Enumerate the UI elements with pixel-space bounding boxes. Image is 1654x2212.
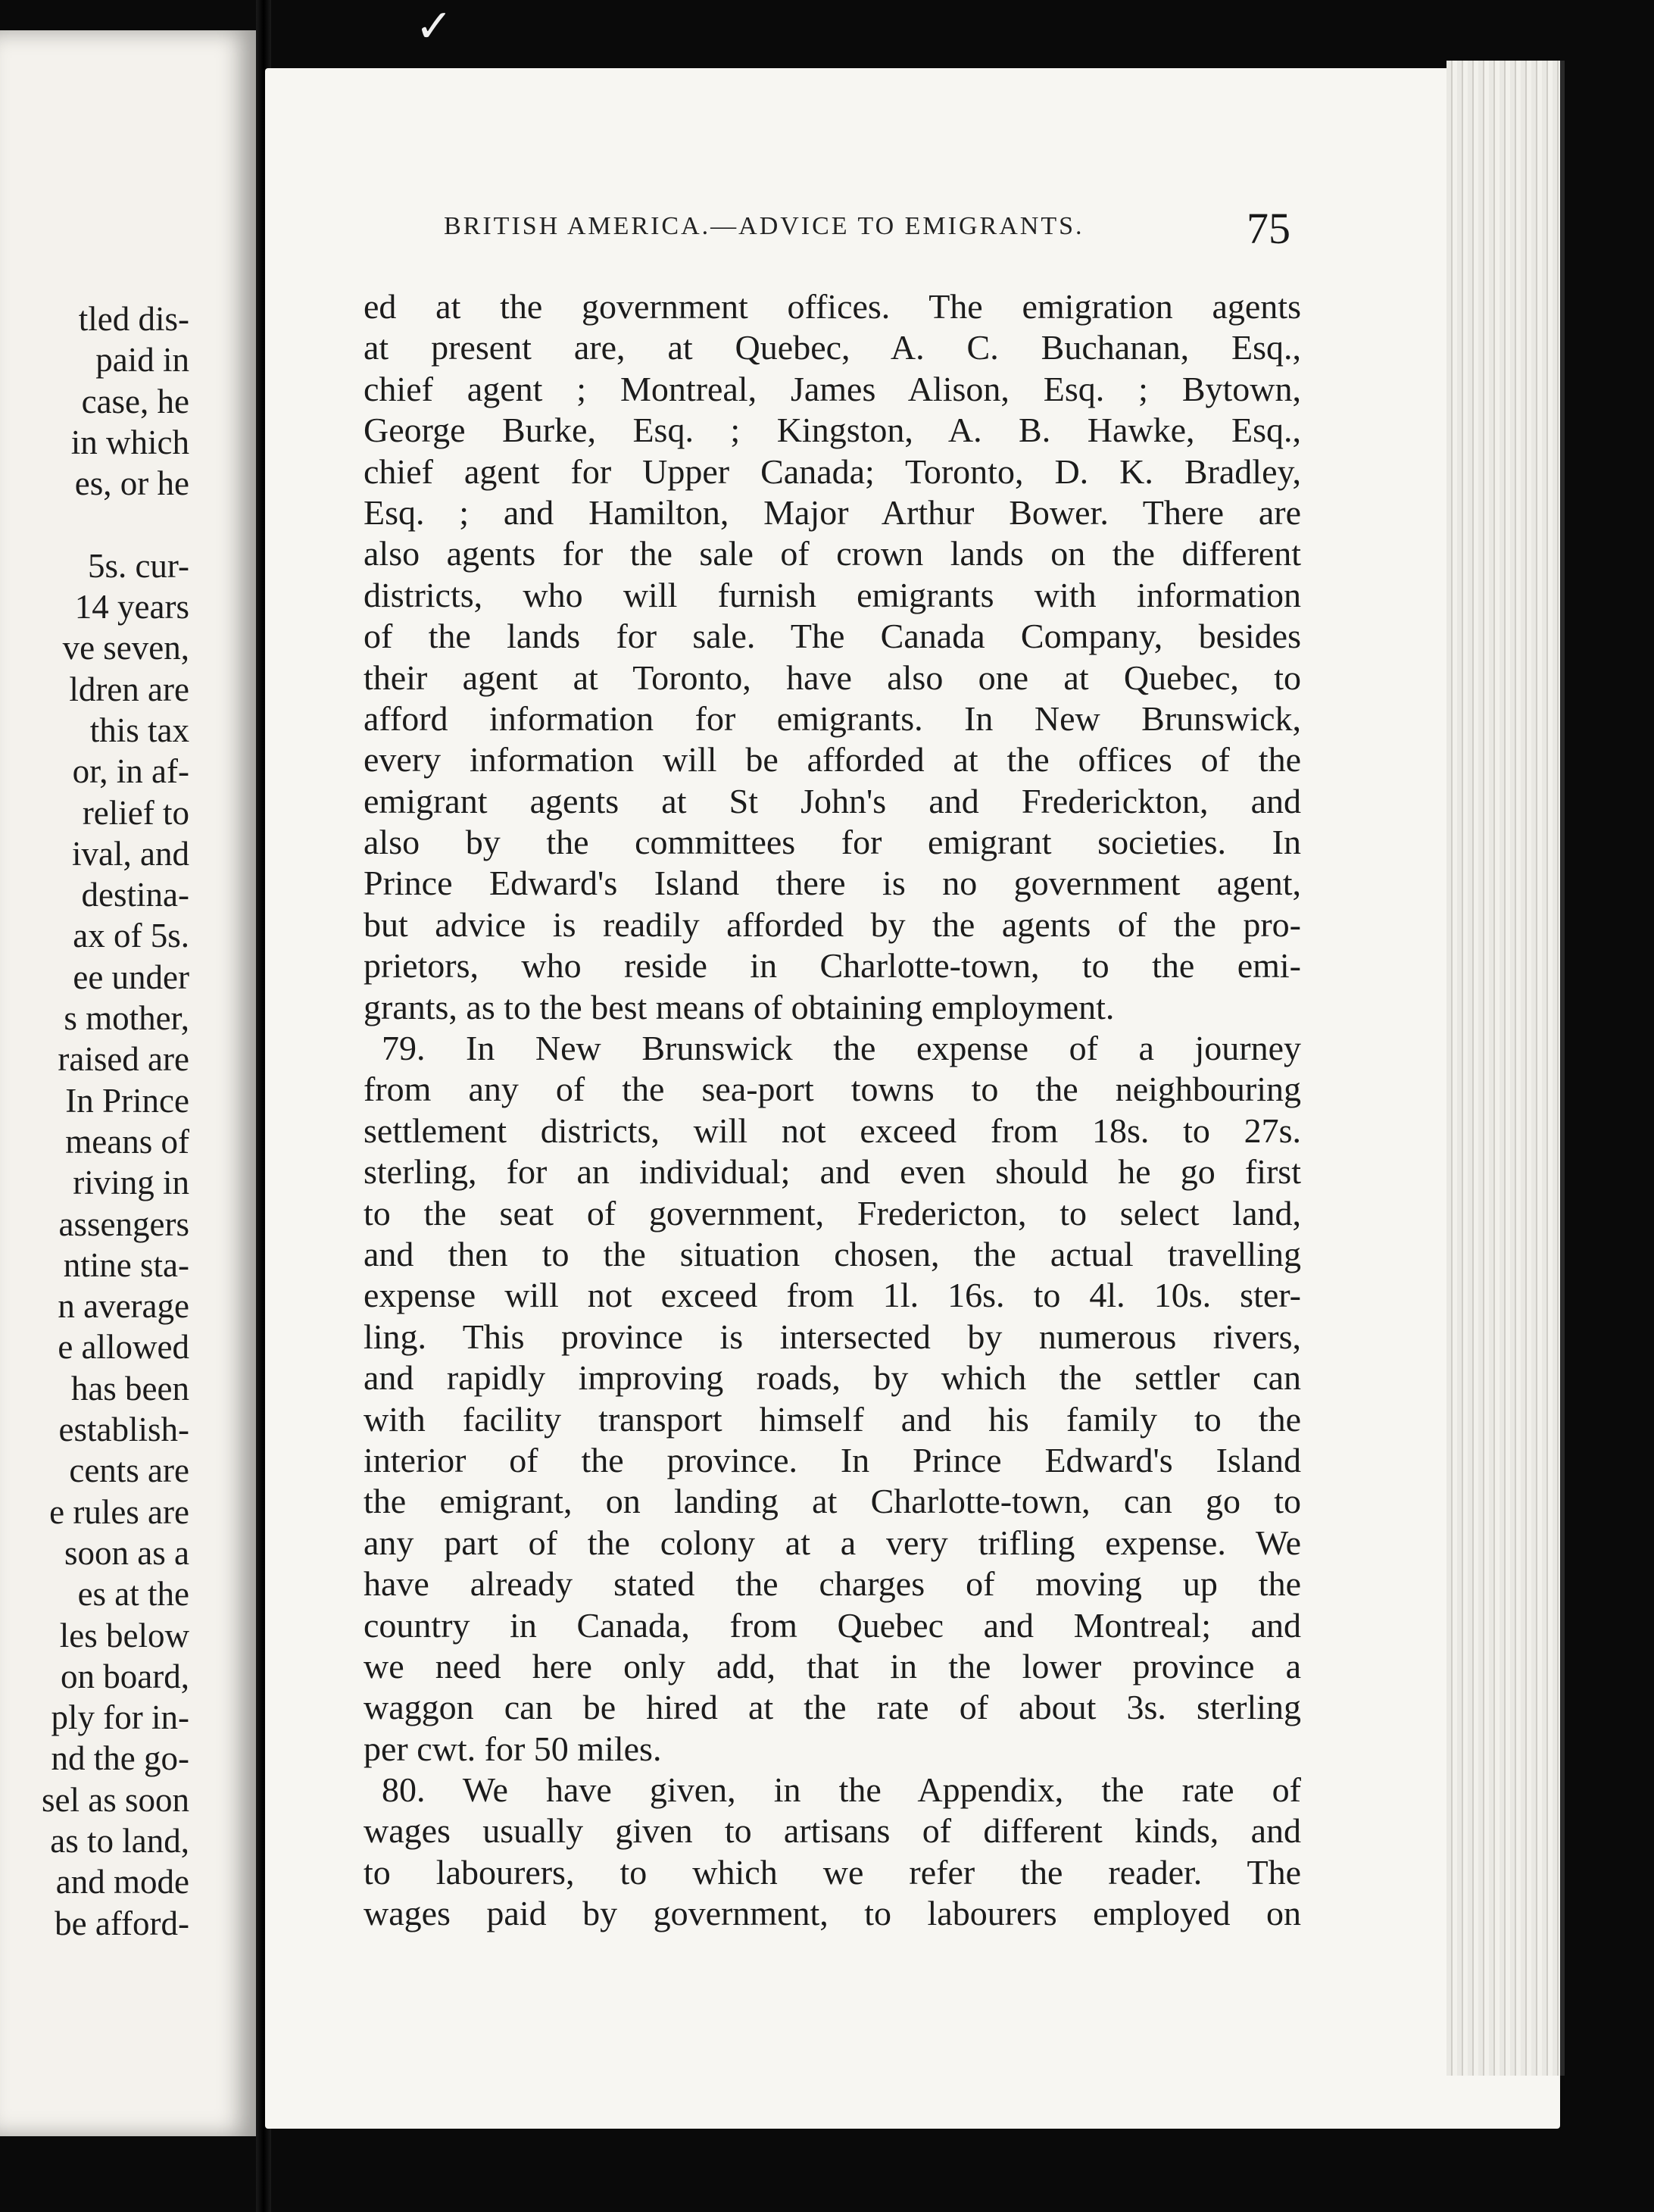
text-line: waggon can be hired at the rate of about 3s. sterling (364, 1688, 1301, 1727)
text-line: every information will be afforded at the offices of the (364, 740, 1301, 780)
text-line: with facility transport himself and his family to the (364, 1399, 1301, 1439)
left-page-line: nd the go- (51, 1739, 189, 1778)
text-line: per cwt. for 50 miles. (364, 1729, 662, 1768)
text-line: prietors, who reside in Charlotte-town, to the emi- (364, 946, 1301, 986)
text-line: at present are, at Quebec, A. C. Buchanan, Esq., (364, 328, 1301, 367)
text-line: wages usually given to artisans of different kinds, and (364, 1811, 1301, 1851)
left-page-line: riving in (73, 1164, 189, 1202)
left-page-line: 14 years (74, 588, 189, 626)
left-page-line: establish- (58, 1411, 189, 1449)
left-page-line: ee under (73, 958, 189, 996)
text-line: from any of the sea-port towns to the neighbouring (364, 1070, 1301, 1109)
text-line: the emigrant, on landing at Charlotte-town, can go to (364, 1482, 1301, 1521)
text-line: chief agent ; Montreal, James Alison, Esq. ; Bytown, (364, 369, 1301, 408)
page-number: 75 (1247, 204, 1290, 253)
page-edges (1446, 61, 1565, 2076)
text-line: wages paid by government, to labourers employed on (364, 1894, 1301, 1933)
left-page-line: e rules are (49, 1492, 189, 1531)
text-line: any part of the colony at a very trifling expense. We (364, 1523, 1301, 1562)
left-page-line: 5s. cur- (87, 546, 189, 585)
left-page-line: this tax (89, 711, 189, 749)
left-page-line: case, he (81, 382, 189, 420)
left-page-line (0, 504, 189, 545)
text-line: 79. In New Brunswick the expense of a journey (382, 1029, 1301, 1068)
left-page-text (0, 298, 189, 1944)
text-line: 80. We have given, in the Appendix, the rate of (382, 1770, 1301, 1810)
text-line: to labourers, to which we refer the reader. The (364, 1852, 1301, 1892)
left-page-line: cents are (69, 1451, 189, 1490)
left-page-line: destina- (81, 876, 189, 914)
text-line: Esq. ; and Hamilton, Major Arthur Bower. There are (364, 492, 1301, 532)
text-line: afford information for emigrants. In New Brunswick, (364, 698, 1301, 738)
text-line: Prince Edward's Island there is no government agent, (364, 864, 1301, 903)
text-line: but advice is readily afforded by the agents of the pro- (364, 904, 1301, 944)
check-mark-icon: ✓ (415, 0, 454, 53)
text-line: chief agent for Upper Canada; Toronto, D. K. Bradley, (364, 451, 1301, 491)
left-page-line: on board, (61, 1657, 189, 1695)
text-line: ed at the government offices. The emigration agents (364, 287, 1301, 326)
text-line: also by the committees for emigrant societies. In (364, 823, 1301, 862)
text-line: their agent at Toronto, have also one at Quebec, to (364, 658, 1301, 697)
left-facing-page (0, 30, 256, 2136)
left-page-line: be afford- (55, 1904, 189, 1942)
text-line: interior of the province. In Prince Edward's Island (364, 1440, 1301, 1479)
left-page-line: as to land, (50, 1821, 189, 1860)
left-page-line: raised are (58, 1040, 189, 1079)
text-line: of the lands for sale. The Canada Company, besides (364, 617, 1301, 656)
text-line: country in Canada, from Quebec and Montreal; and (364, 1605, 1301, 1645)
left-page-line: paid in (95, 341, 189, 380)
text-line: expense will not exceed from 1l. 16s. to 4l. 10s. ster- (364, 1276, 1301, 1315)
left-page-line: es, or he (74, 464, 189, 503)
left-page-line: es at the (77, 1575, 189, 1614)
left-page-line: ply for in- (51, 1698, 189, 1737)
left-page-line: has been (70, 1369, 189, 1407)
running-head: BRITISH AMERICA.—ADVICE TO EMIGRANTS. (444, 212, 1084, 240)
text-line: have already stated the charges of moving up the (364, 1564, 1301, 1604)
left-page-line: ntine sta- (63, 1245, 189, 1284)
left-page-line: assengers (58, 1204, 189, 1243)
left-page-line: n average (58, 1287, 189, 1326)
left-page-line: or, in af- (72, 752, 189, 791)
text-line: emigrant agents at St John's and Frederickton, and (364, 781, 1301, 820)
text-line: we need here only add, that in the lower province a (364, 1646, 1301, 1686)
text-line: to the seat of government, Fredericton, to select land, (364, 1193, 1301, 1233)
left-page-line: ve seven, (62, 629, 189, 667)
left-page-line: sel as soon (42, 1780, 189, 1819)
left-page-line: In Prince (65, 1081, 189, 1120)
text-line: George Burke, Esq. ; Kingston, A. B. Hawke, Esq., (364, 411, 1301, 450)
left-page-line: tled dis- (78, 300, 189, 338)
left-page-line: ax of 5s. (73, 917, 189, 955)
text-line: sterling, for an individual; and even should he go first (364, 1152, 1301, 1192)
body-text (364, 286, 1301, 1935)
left-page-line: soon as a (64, 1533, 189, 1572)
text-line: districts, who will furnish emigrants with information (364, 575, 1301, 614)
left-page-line: les below (59, 1616, 189, 1654)
left-page-line: in which (70, 423, 189, 461)
text-line: and rapidly improving roads, by which the settler can (364, 1358, 1301, 1398)
left-page-line: ival, and (72, 834, 189, 873)
text-line: and then to the situation chosen, the actual travelling (364, 1234, 1301, 1273)
text-line: ling. This province is intersected by numerous rivers, (364, 1317, 1301, 1356)
left-page-line: relief to (82, 793, 189, 832)
text-line: also agents for the sale of crown lands on the different (364, 534, 1301, 573)
left-page-line: e allowed (58, 1328, 189, 1367)
text-line: grants, as to the best means of obtaining employment. (364, 987, 1115, 1026)
left-page-line: means of (65, 1122, 189, 1161)
left-page-line: ldren are (69, 670, 189, 708)
text-line: settlement districts, will not exceed from 18s. to 27s. (364, 1111, 1301, 1150)
left-page-line: and mode (55, 1863, 189, 1901)
left-page-line: s mother, (64, 999, 189, 1038)
